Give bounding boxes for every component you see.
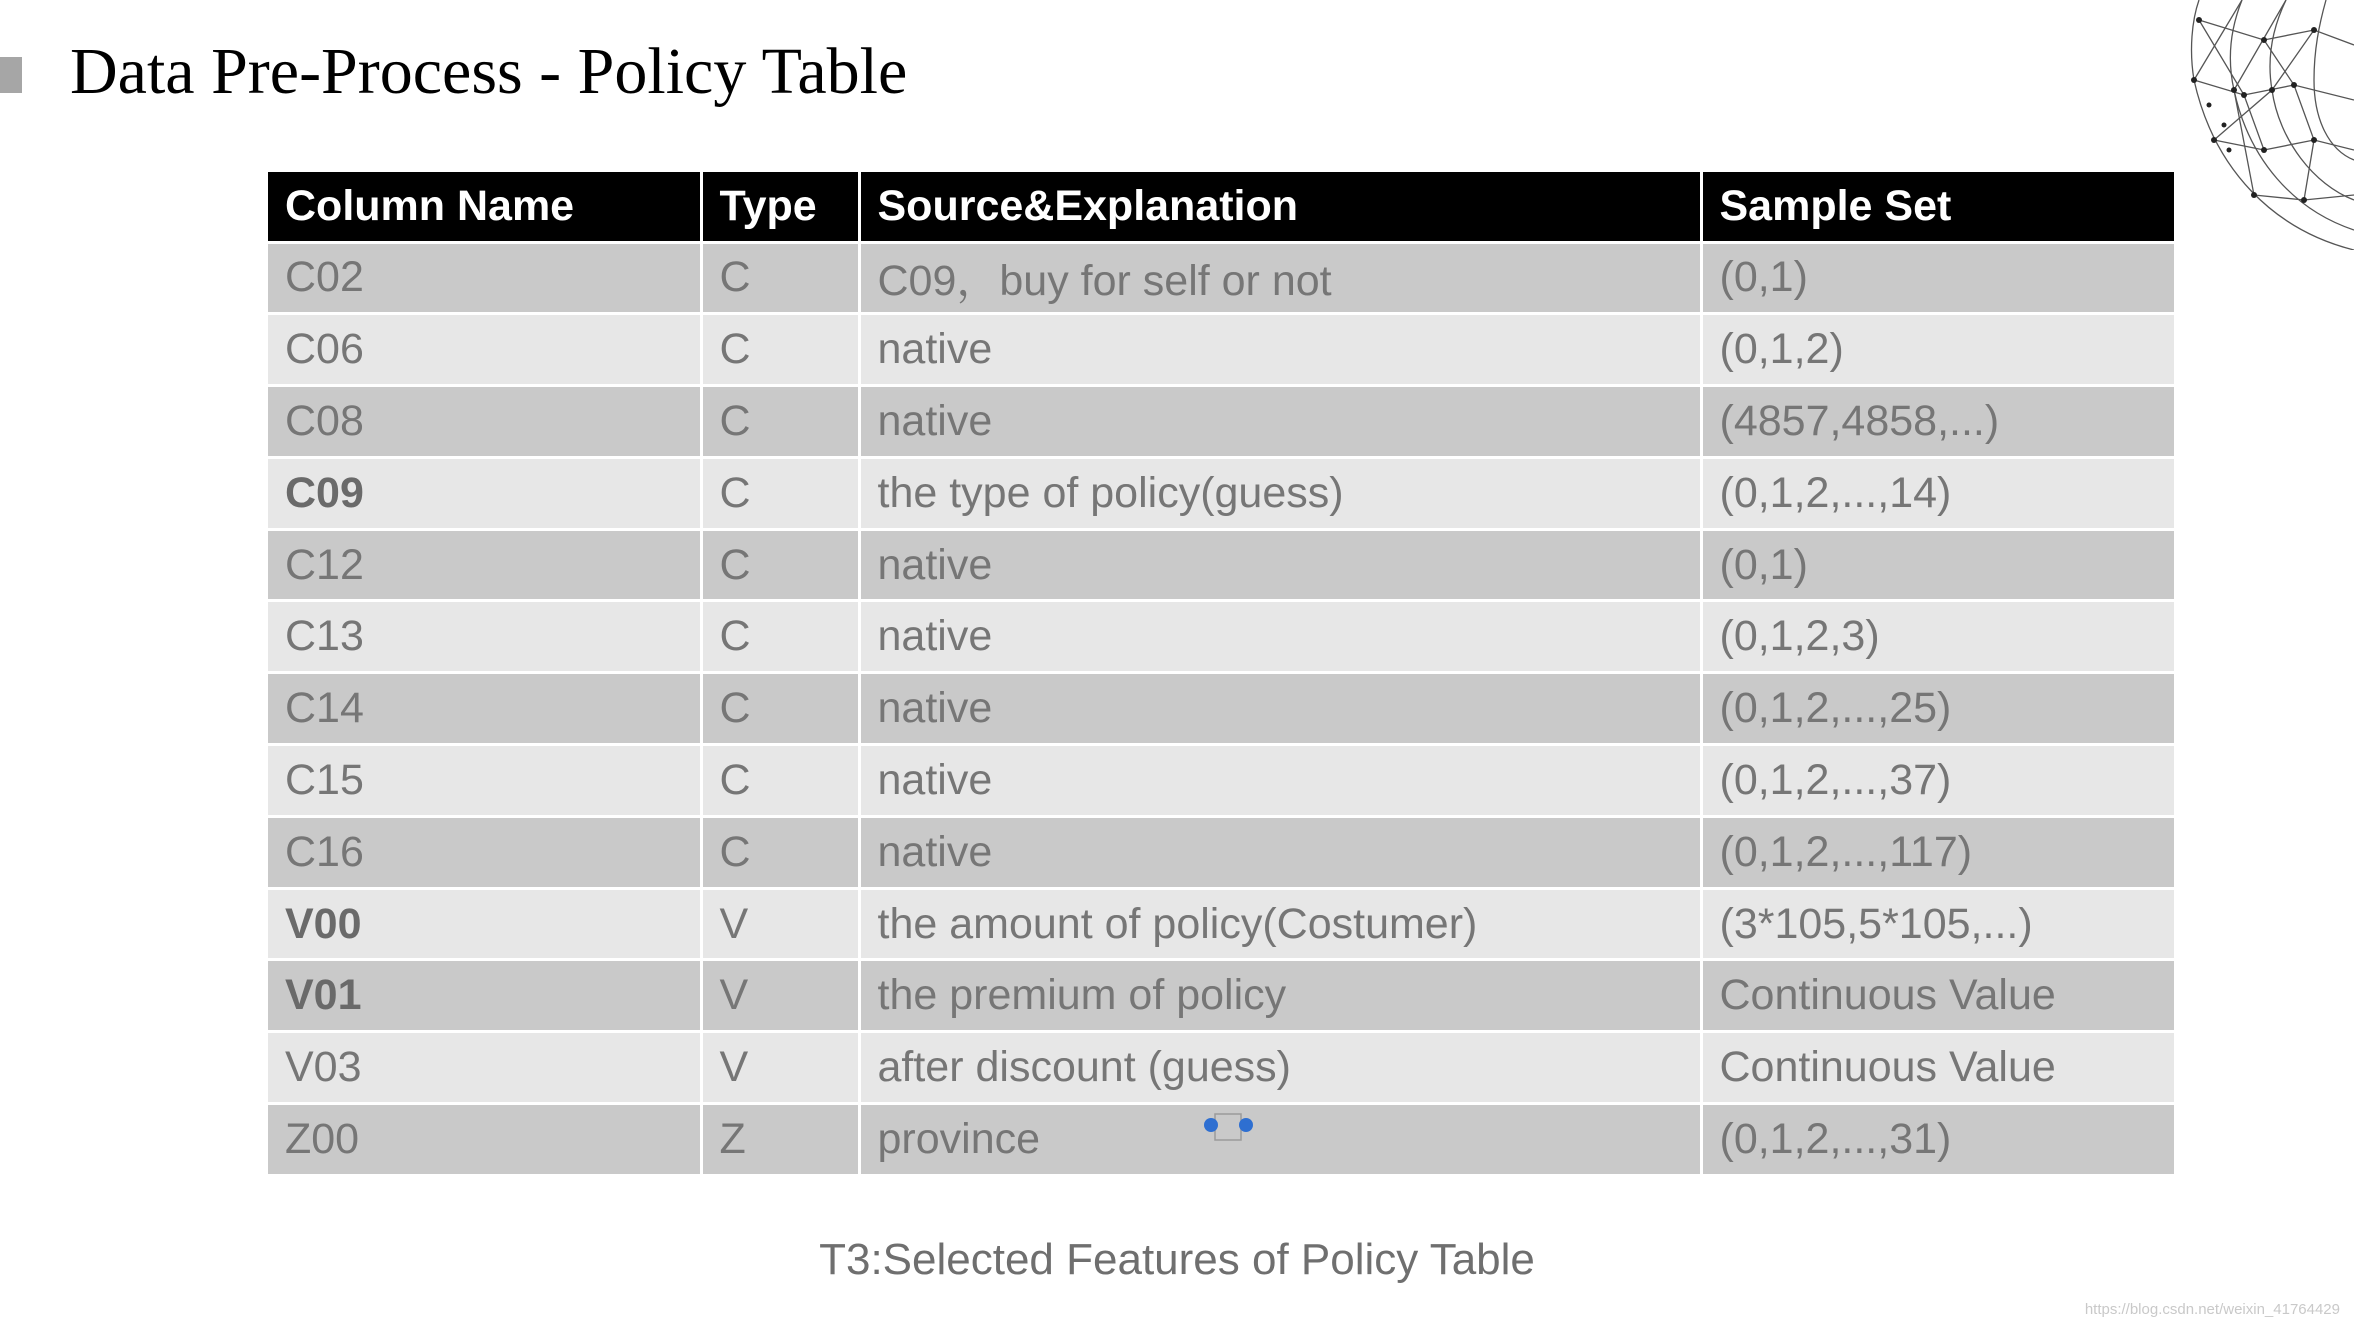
cell-column-name: C16 bbox=[268, 816, 701, 888]
table-row bbox=[268, 960, 2174, 1032]
table-row bbox=[268, 1032, 2174, 1104]
cell-sample-set: (0,1,2,...,25) bbox=[1701, 673, 2174, 745]
cell-type: V bbox=[701, 1032, 859, 1104]
cell-column-name: Z00 bbox=[268, 1104, 701, 1176]
cell-source-explanation: native bbox=[859, 601, 1701, 673]
cell-type: Z bbox=[701, 1104, 859, 1176]
cell-column-name: C14 bbox=[268, 673, 701, 745]
cell-type: C bbox=[701, 457, 859, 529]
cell-column-name: V03 bbox=[268, 1032, 701, 1104]
cell-source-explanation: native bbox=[859, 386, 1701, 458]
cell-column-name: C08 bbox=[268, 386, 701, 458]
table-caption: T3:Selected Features of Policy Table bbox=[819, 1235, 1535, 1284]
policy-table bbox=[268, 172, 2174, 1177]
cell-column-name: C15 bbox=[268, 745, 701, 817]
cell-sample-set: (3*105,5*105,...) bbox=[1701, 888, 2174, 960]
resize-handle-icon[interactable] bbox=[1203, 1112, 1255, 1142]
cell-source-explanation: province bbox=[859, 1104, 1701, 1176]
table-header-row bbox=[268, 172, 2174, 242]
cell-source-explanation: after discount (guess) bbox=[859, 1032, 1701, 1104]
header-type: Type bbox=[701, 172, 859, 242]
cell-sample-set: Continuous Value bbox=[1701, 960, 2174, 1032]
cell-column-name: C02 bbox=[268, 242, 701, 314]
header-sample-set: Sample Set bbox=[1701, 172, 2174, 242]
cell-column-name: V00 bbox=[268, 888, 701, 960]
cell-type: C bbox=[701, 314, 859, 386]
cell-type: C bbox=[701, 386, 859, 458]
table-row bbox=[268, 888, 2174, 960]
cell-source-explanation: C09，buy for self or not bbox=[859, 242, 1701, 314]
cell-column-name: C12 bbox=[268, 529, 701, 601]
cell-column-name: C06 bbox=[268, 314, 701, 386]
cell-source-explanation: native bbox=[859, 816, 1701, 888]
table-row bbox=[268, 457, 2174, 529]
cell-type: V bbox=[701, 888, 859, 960]
cell-type: C bbox=[701, 673, 859, 745]
cell-source-explanation: the type of policy(guess) bbox=[859, 457, 1701, 529]
page-title: Data Pre-Process - Policy Table bbox=[70, 35, 908, 108]
cell-type: C bbox=[701, 242, 859, 314]
cell-source-explanation: native bbox=[859, 529, 1701, 601]
cell-sample-set: Continuous Value bbox=[1701, 1032, 2174, 1104]
cell-source-explanation: native bbox=[859, 673, 1701, 745]
cell-sample-set: (0,1,2,...,37) bbox=[1701, 745, 2174, 817]
cell-source-explanation: native bbox=[859, 314, 1701, 386]
header-column-name: Column Name bbox=[268, 172, 701, 242]
table-row bbox=[268, 673, 2174, 745]
cell-column-name: C09 bbox=[268, 457, 701, 529]
cell-type: C bbox=[701, 745, 859, 817]
cell-source-explanation: native bbox=[859, 745, 1701, 817]
cell-column-name: V01 bbox=[268, 960, 701, 1032]
cell-type: C bbox=[701, 816, 859, 888]
cell-column-name: C13 bbox=[268, 601, 701, 673]
header-source-explanation: Source&Explanation bbox=[859, 172, 1701, 242]
table-body bbox=[268, 242, 2174, 1175]
table-row bbox=[268, 529, 2174, 601]
cell-source-explanation: the amount of policy(Costumer) bbox=[859, 888, 1701, 960]
watermark-text: https://blog.csdn.net/weixin_41764429 bbox=[2084, 1301, 2340, 1318]
cell-sample-set: (0,1) bbox=[1701, 529, 2174, 601]
cell-type: C bbox=[701, 529, 859, 601]
cell-sample-set: (0,1) bbox=[1701, 242, 2174, 314]
cell-type: C bbox=[701, 601, 859, 673]
cell-sample-set: (0,1,2,...,14) bbox=[1701, 457, 2174, 529]
table-row bbox=[268, 314, 2174, 386]
cell-sample-set: (0,1,2,...,31) bbox=[1701, 1104, 2174, 1176]
cell-sample-set: (0,1,2) bbox=[1701, 314, 2174, 386]
table-row bbox=[268, 386, 2174, 458]
table-row bbox=[268, 745, 2174, 817]
table-row bbox=[268, 242, 2174, 314]
title-bullet-icon bbox=[0, 57, 22, 93]
cell-sample-set: (0,1,2,3) bbox=[1701, 601, 2174, 673]
table-row bbox=[268, 816, 2174, 888]
cell-type: V bbox=[701, 960, 859, 1032]
cell-source-explanation: the premium of policy bbox=[859, 960, 1701, 1032]
table-row bbox=[268, 601, 2174, 673]
network-globe-icon bbox=[2154, 0, 2354, 250]
cell-sample-set: (4857,4858,...) bbox=[1701, 386, 2174, 458]
cell-sample-set: (0,1,2,...,117) bbox=[1701, 816, 2174, 888]
